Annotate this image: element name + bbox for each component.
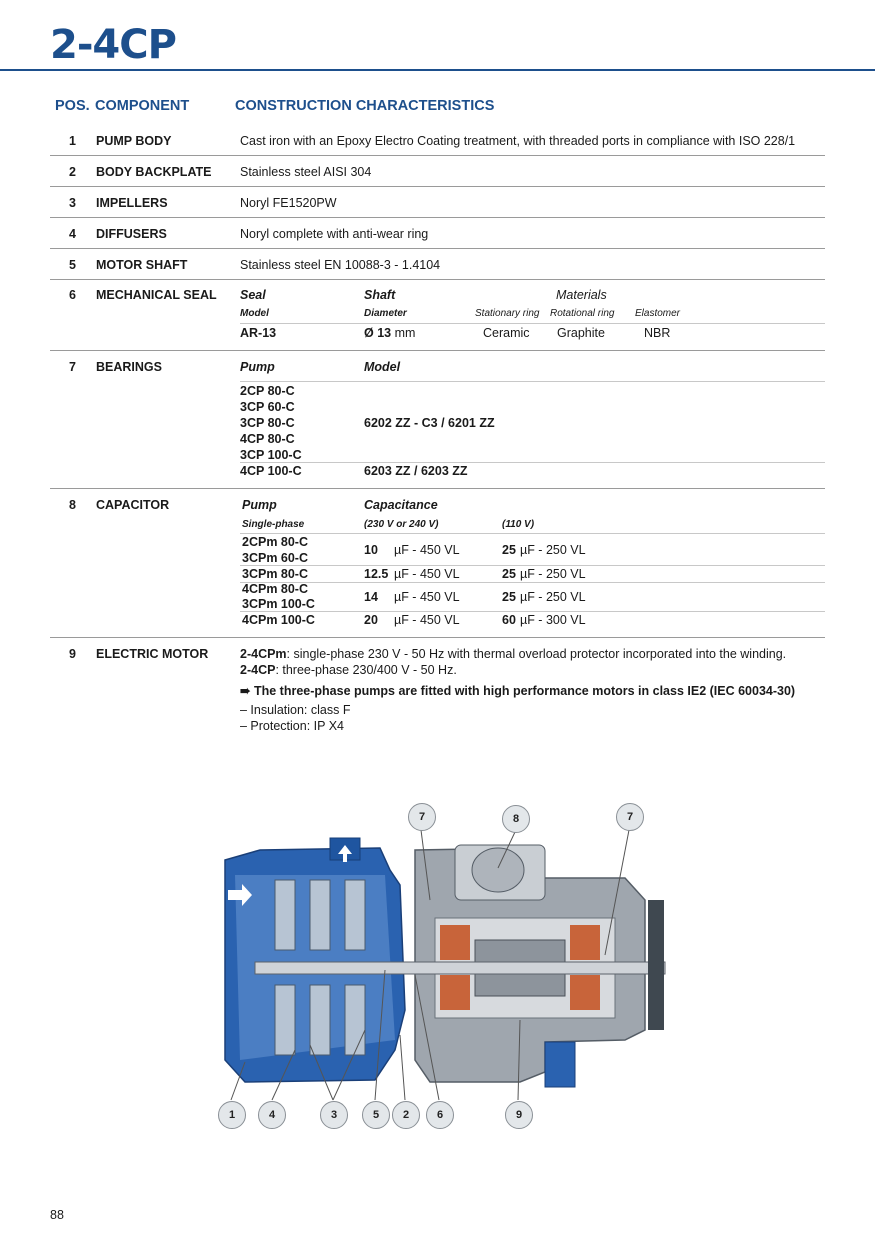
callout-7: 7 (616, 803, 644, 831)
callout-4: 4 (258, 1101, 286, 1129)
capacitor-pump: 4CPm 100-C (242, 613, 315, 627)
bearing-pump: 4CP 80-C (240, 432, 295, 446)
capacitance-110-unit: µF - 300 VL (520, 613, 586, 627)
row-divider (50, 637, 825, 638)
callout-3: 3 (320, 1101, 348, 1129)
motor-insulation: – Insulation: class F (240, 703, 351, 717)
single-phase-subheader: Single-phase (242, 519, 305, 530)
sub-divider (240, 533, 825, 534)
motor-note: ➠ The three-phase pumps are fitted with high performance motors in class IE2 (IEC 60034-30) (240, 684, 796, 698)
motor-line-single: 2-4CPm: single-phase 230 V - 50 Hz with thermal overload protector incorporated into the winding. (240, 647, 787, 661)
pos-number: 1 (69, 134, 76, 148)
component-name: MECHANICAL SEAL (96, 288, 217, 302)
capacitance-110: 25 (502, 567, 516, 581)
capacitor-pump-header: Pump (242, 498, 277, 512)
callout-6: 6 (426, 1101, 454, 1129)
callout-8: 8 (502, 805, 530, 833)
v230-subheader: (230 V or 240 V) (364, 519, 439, 530)
capacitance-230: 12.5 (364, 567, 389, 581)
callout-9: 9 (505, 1101, 533, 1129)
sub-divider (240, 323, 825, 324)
sub-divider (240, 462, 825, 463)
page-number: 88 (50, 1208, 64, 1222)
capacitance-230-unit: µF - 450 VL (394, 543, 460, 557)
component-desc: Cast iron with an Epoxy Electro Coating treatment, with threaded ports in compliance with ISO 228/1 (240, 134, 796, 148)
bearing-model: 6203 ZZ / 6203 ZZ (364, 464, 468, 478)
component-desc: Noryl FE1520PW (240, 196, 337, 210)
stationary-subheader: Stationary ring (475, 308, 540, 319)
sub-divider (240, 565, 825, 566)
capacitance-110-unit: µF - 250 VL (520, 543, 586, 557)
capacitance-230-unit: µF - 450 VL (394, 590, 460, 604)
callout-7: 7 (408, 803, 436, 831)
capacitance-230-unit: µF - 450 VL (394, 567, 460, 581)
seal-header: Seal (240, 288, 266, 302)
bearing-pump: 4CP 100-C (240, 464, 302, 478)
capacitance-110-unit: µF - 250 VL (520, 567, 586, 581)
table-row-capacitor (50, 498, 825, 628)
bearing-pump: 3CP 100-C (240, 448, 302, 462)
pos-number: 3 (69, 196, 76, 210)
page-title: 2-4CP (50, 22, 176, 68)
component-name: BODY BACKPLATE (96, 165, 212, 179)
table-row-bearings (50, 360, 825, 480)
winding (570, 925, 600, 960)
pos-number: 5 (69, 258, 76, 272)
component-desc: Noryl complete with anti-wear ring (240, 227, 429, 241)
materials-header: Materials (556, 288, 607, 302)
shaft-diameter: Ø 13 mm (364, 326, 416, 340)
component-name: DIFFUSERS (96, 227, 167, 241)
motor-line-three: 2-4CP: three-phase 230/400 V - 50 Hz. (240, 663, 457, 677)
row-divider (50, 217, 825, 218)
capacitance-110: 25 (502, 543, 516, 557)
component-name: MOTOR SHAFT (96, 258, 188, 272)
winding (570, 975, 600, 1010)
v110-subheader: (110 V) (502, 519, 535, 530)
callout-2: 2 (392, 1101, 420, 1129)
rotational-subheader: Rotational ring (550, 308, 615, 319)
elastomer-subheader: Elastomer (635, 308, 681, 319)
elastomer: NBR (644, 326, 671, 340)
capacitor-pump: 3CPm 100-C (242, 597, 315, 611)
table-row-mechanical-seal (50, 288, 825, 348)
capacitor (472, 848, 524, 892)
pump-cutaway-illustration (200, 790, 680, 1140)
capacitance-230-unit: µF - 450 VL (394, 613, 460, 627)
capacitance-230: 14 (364, 590, 378, 604)
component-desc: Stainless steel AISI 304 (240, 165, 372, 179)
component-name: BEARINGS (96, 360, 162, 374)
bearing-pump: 2CP 80-C (240, 384, 295, 398)
fan (648, 900, 664, 1030)
diameter-subheader: Diameter (364, 308, 407, 319)
component-name: ELECTRIC MOTOR (96, 647, 209, 661)
component-name: IMPELLERS (96, 196, 168, 210)
row-divider (50, 279, 825, 280)
capacitor-pump: 4CPm 80-C (242, 582, 308, 596)
table-row-electric-motor (50, 647, 825, 737)
pos-number: 6 (69, 288, 76, 302)
title-rule (0, 69, 875, 71)
callout-1: 1 (218, 1101, 246, 1129)
pos-number: 4 (69, 227, 76, 241)
capacitance-110: 25 (502, 590, 516, 604)
capacitance-230: 10 (364, 543, 378, 557)
rotational-ring: Graphite (557, 326, 605, 340)
capacitance-header: Capacitance (364, 498, 438, 512)
bearing-pump: 3CP 60-C (240, 400, 295, 414)
stationary-ring: Ceramic (483, 326, 530, 340)
header-component: COMPONENT (95, 98, 190, 114)
sub-divider (240, 582, 825, 583)
row-divider (50, 155, 825, 156)
pos-number: 7 (69, 360, 76, 374)
shaft-header: Shaft (364, 288, 396, 302)
pos-number: 8 (69, 498, 76, 512)
seal-model: AR-13 (240, 326, 277, 340)
capacitor-pump: 3CPm 60-C (242, 551, 308, 565)
sub-divider (240, 381, 825, 382)
sub-divider (240, 611, 825, 612)
component-desc: Stainless steel EN 10088-3 - 1.4104 (240, 258, 441, 272)
header-pos: POS. (55, 98, 90, 114)
motor-protection: – Protection: IP X4 (240, 719, 344, 733)
bearing-model: 6202 ZZ - C3 / 6201 ZZ (364, 416, 495, 430)
component-name: PUMP BODY (96, 134, 172, 148)
capacitor-pump: 3CPm 80-C (242, 567, 308, 581)
bearing-pump: 3CP 80-C (240, 416, 295, 430)
pos-number: 2 (69, 165, 76, 179)
capacitance-110: 60 (502, 613, 516, 627)
winding (440, 975, 470, 1010)
arrow-icon: ➠ (240, 684, 251, 698)
header-construction: CONSTRUCTION CHARACTERISTICS (235, 98, 495, 114)
winding (440, 925, 470, 960)
model-subheader: Model (240, 308, 269, 319)
row-divider (50, 488, 825, 489)
bearing-pump-header: Pump (240, 360, 275, 374)
pos-number: 9 (69, 647, 76, 661)
component-name: CAPACITOR (96, 498, 170, 512)
callout-5: 5 (362, 1101, 390, 1129)
bearing-model-header: Model (364, 360, 401, 374)
row-divider (50, 248, 825, 249)
capacitance-230: 20 (364, 613, 378, 627)
motor-shaft (255, 962, 665, 974)
row-divider (50, 186, 825, 187)
capacitor-pump: 2CPm 80-C (242, 535, 308, 549)
capacitance-110-unit: µF - 250 VL (520, 590, 586, 604)
row-divider (50, 350, 825, 351)
